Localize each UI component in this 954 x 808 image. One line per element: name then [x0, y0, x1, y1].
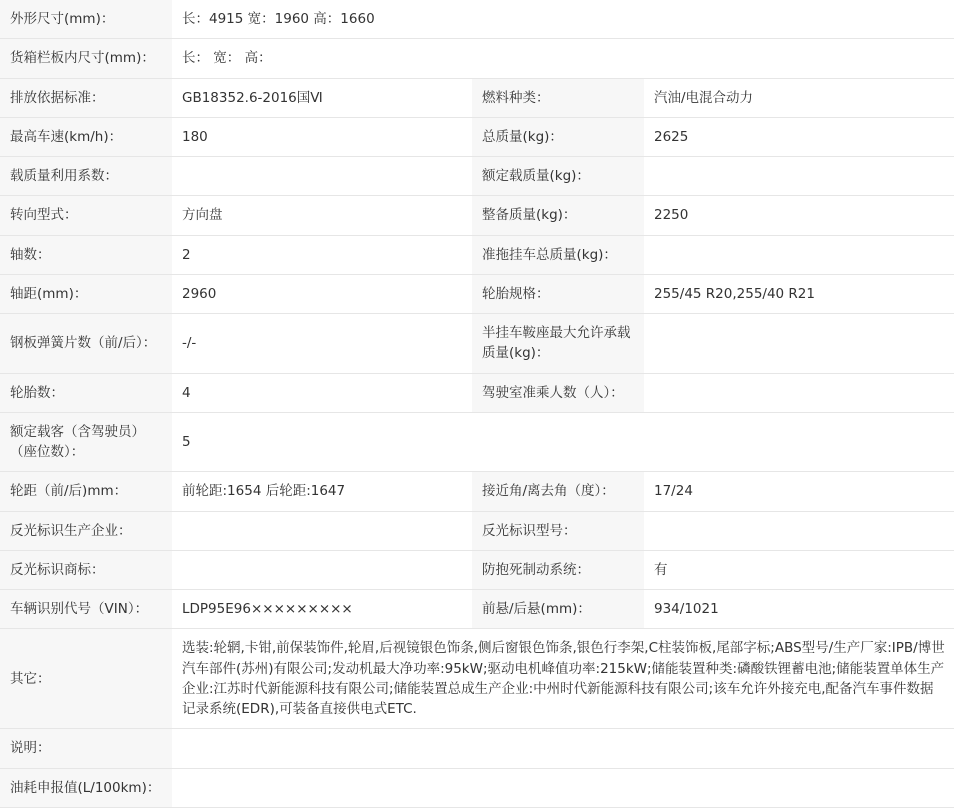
- row-label: 车辆识别代号（VIN）：: [0, 590, 172, 629]
- row-value: 方向盘: [172, 196, 472, 235]
- row-label: 排放依据标准：: [0, 78, 172, 117]
- row-value: [644, 511, 954, 550]
- row-label: 反光标识生产企业：: [0, 511, 172, 550]
- row-value: 4: [172, 373, 472, 412]
- row-label: 额定载客（含驾驶员）（座位数）：: [0, 412, 172, 472]
- row-label: 油耗申报值(L/100km)：: [0, 768, 172, 807]
- table-row: [0, 590, 954, 629]
- row-value: 5: [172, 412, 954, 472]
- row-value: -/-: [172, 314, 472, 374]
- row-label: 轮胎数：: [0, 373, 172, 412]
- row-value: 长：4915 宽：1960 高：1660: [172, 0, 954, 39]
- row-value: 934/1021: [644, 590, 954, 629]
- row-value: [172, 768, 954, 807]
- table-row: [0, 78, 954, 117]
- row-label: 防抱死制动系统：: [472, 550, 644, 589]
- row-label: 最高车速(km/h)：: [0, 117, 172, 156]
- row-value: 汽油/电混合动力: [644, 78, 954, 117]
- row-label: 额定载质量(kg)：: [472, 157, 644, 196]
- row-label: 说明：: [0, 729, 172, 768]
- row-label: 其它：: [0, 629, 172, 729]
- table-row: [0, 373, 954, 412]
- row-value: [172, 511, 472, 550]
- row-value: 255/45 R20,255/40 R21: [644, 274, 954, 313]
- row-value: [644, 373, 954, 412]
- row-value: 2250: [644, 196, 954, 235]
- table-row: [0, 314, 954, 374]
- row-value: LDP95E96×××××××××: [172, 590, 472, 629]
- row-label: 货箱栏板内尺寸(mm)：: [0, 39, 172, 78]
- row-label: 半挂车鞍座最大允许承载质量(kg)：: [472, 314, 644, 374]
- row-value: 17/24: [644, 472, 954, 511]
- row-value: 前轮距:1654 后轮距:1647: [172, 472, 472, 511]
- table-row: [0, 472, 954, 511]
- row-label: 轮胎规格：: [472, 274, 644, 313]
- row-label: 转向型式：: [0, 196, 172, 235]
- table-row: [0, 0, 954, 39]
- row-value: [172, 550, 472, 589]
- table-row: [0, 235, 954, 274]
- row-label: 燃料种类：: [472, 78, 644, 117]
- table-row: [0, 39, 954, 78]
- row-value: 有: [644, 550, 954, 589]
- row-label: 整备质量(kg)：: [472, 196, 644, 235]
- row-label: 外形尺寸(mm)：: [0, 0, 172, 39]
- row-value: [644, 235, 954, 274]
- row-label: 反光标识商标：: [0, 550, 172, 589]
- row-value: [644, 157, 954, 196]
- table-row: [0, 117, 954, 156]
- table-row: [0, 511, 954, 550]
- row-label: 总质量(kg)：: [472, 117, 644, 156]
- row-label: 驾驶室准乘人数（人）：: [472, 373, 644, 412]
- row-label: 反光标识型号：: [472, 511, 644, 550]
- row-value: [644, 314, 954, 374]
- row-label: 轮距（前/后)mm：: [0, 472, 172, 511]
- table-row: [0, 768, 954, 807]
- row-label: 准拖挂车总质量(kg)：: [472, 235, 644, 274]
- row-value: [172, 157, 472, 196]
- row-value: [172, 729, 954, 768]
- row-label: 轴距(mm)：: [0, 274, 172, 313]
- row-value: 2625: [644, 117, 954, 156]
- table-row: [0, 157, 954, 196]
- row-value: 选装:轮辋,卡钳,前保装饰件,轮眉,后视镜银色饰条,侧后窗银色饰条,银色行李架,C柱装饰板,尾部字标;ABS型号/生产厂家:IPB/博世汽车部件(苏州)有限公司;发动机最大净功率:95kW;驱动电机峰值功率:215kW;储能装置种类:磷酸铁锂蓄电池;储能装置单体生产企业:江苏时代新能源科技有限公司;储能装置总成生产企业:中州时代新能源科技有限公司;该车允许外接充电,配备汽车事件数据记录系统(EDR),可装备直接供电式ETC.: [172, 629, 954, 729]
- table-row-other: [0, 629, 954, 729]
- row-value: 2: [172, 235, 472, 274]
- row-value: 2960: [172, 274, 472, 313]
- table-row: [0, 729, 954, 768]
- row-value: 长： 宽： 高：: [172, 39, 954, 78]
- row-value: GB18352.6-2016国Ⅵ: [172, 78, 472, 117]
- table-row: [0, 550, 954, 589]
- row-value: 180: [172, 117, 472, 156]
- row-label: 载质量利用系数：: [0, 157, 172, 196]
- table-row: [0, 412, 954, 472]
- table-row: [0, 274, 954, 313]
- row-label: 钢板弹簧片数（前/后）：: [0, 314, 172, 374]
- row-label: 轴数：: [0, 235, 172, 274]
- table-row: [0, 196, 954, 235]
- row-label: 接近角/离去角（度）：: [472, 472, 644, 511]
- row-label: 前悬/后悬(mm)：: [472, 590, 644, 629]
